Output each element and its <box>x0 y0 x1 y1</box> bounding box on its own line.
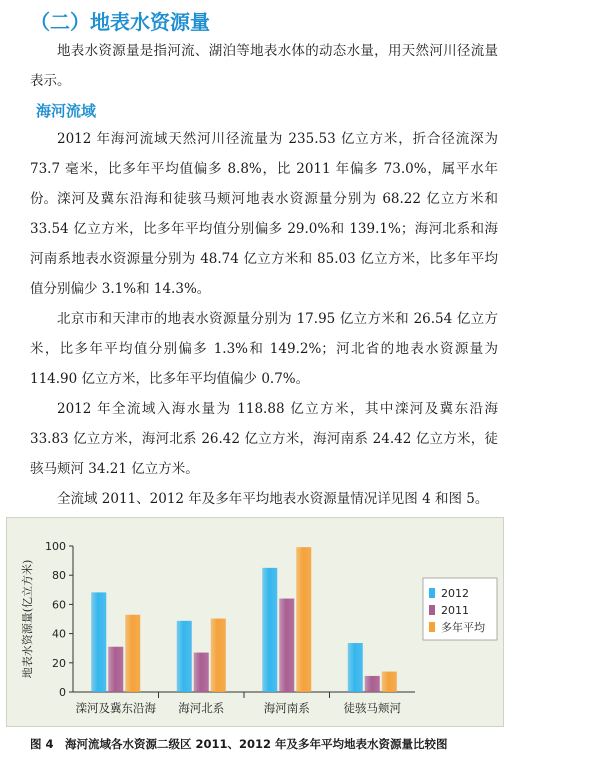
category-label: 海河北系 <box>178 701 225 715</box>
legend-swatch-多年平均 <box>429 622 435 632</box>
bar-2011-1 <box>194 653 209 692</box>
y-tick-label: 40 <box>52 627 66 641</box>
paragraph-runoff: 2012 年海河流域天然河川径流量为 235.53 亿立方米，折合径流深为 73.7 毫米，比多年平均值偏多 8.8%，比 2011 年偏多 73.0%，属平水年份。 <box>30 131 498 207</box>
paragraph-subregions: 滦河及冀东沿海和徒骇马颊河地表水资源量分别为 68.22 亿立方米和 33.54 亿立方米，比多年平均值分别偏多 29.0%和 139.1%；海河北系和海河南系地表水资源量分别为 48.74 亿立方米和 85.03 亿立方米，比多年平均值分别偏少 3.1%和 14.3%。 <box>30 191 498 297</box>
bar-多年平均-3 <box>382 672 397 692</box>
bar-2012-2 <box>262 568 277 692</box>
paragraph-figure-ref: 全流域 2011、2012 年及多年平均地表水资源量情况详见图 4 和图 5。 <box>57 491 489 507</box>
y-tick-label: 80 <box>52 569 66 583</box>
legend-label-2011: 2011 <box>441 604 469 617</box>
basin-title: 海河流域 <box>36 102 97 120</box>
chart-canvas <box>7 518 505 728</box>
legend-swatch-2012 <box>429 588 435 598</box>
bar-2012-0 <box>91 592 106 692</box>
legend-swatch-2011 <box>429 605 435 615</box>
bar-多年平均-1 <box>211 619 226 692</box>
bar-多年平均-2 <box>296 547 311 692</box>
paragraph-sea-inflow: 2012 年全流域入海水量为 118.88 亿立方米，其中滦河及冀东沿海 33.83 亿立方米，海河北系 26.42 亿立方米，海河南系 24.42 亿立方米，徒骇马颊河 34.21 亿立方米。 <box>30 401 498 477</box>
bar-2011-3 <box>365 676 380 692</box>
category-label: 徒骇马颊河 <box>343 701 401 715</box>
bar-chart <box>6 517 504 727</box>
intro-paragraph: 地表水资源量是指河流、湖泊等地表水体的动态水量，用天然河川径流量表示。 <box>30 43 498 89</box>
y-tick-label: 20 <box>52 656 66 670</box>
section-title: （二）地表水资源量 <box>30 10 210 34</box>
category-label: 海河南系 <box>263 701 310 715</box>
y-tick-label: 60 <box>52 598 66 612</box>
figure-caption: 图 4 海河流域各水资源二级区 2011、2012 年及多年平均地表水资源量比较图 <box>30 737 448 751</box>
bar-多年平均-0 <box>125 615 140 692</box>
legend-label-2012: 2012 <box>441 587 469 600</box>
legend-label-多年平均: 多年平均 <box>441 621 485 634</box>
y-axis-label: 地表水资源量(亿立方米) <box>21 559 34 679</box>
bar-2012-1 <box>177 621 192 692</box>
category-label: 滦河及冀东沿海 <box>75 701 156 715</box>
bar-2011-2 <box>279 599 294 692</box>
bar-2012-3 <box>348 643 363 692</box>
paragraph-provinces: 北京市和天津市的地表水资源量分别为 17.95 亿立方米和 26.54 亿立方米，比多年平均值分别偏多 1.3%和 149.2%；河北省的地表水资源量为 114.90 亿立方米，比多年平均值偏少 0.7%。 <box>30 311 498 387</box>
y-tick-label: 0 <box>59 686 66 699</box>
bar-2011-0 <box>108 647 123 692</box>
y-tick-label: 100 <box>45 540 66 553</box>
